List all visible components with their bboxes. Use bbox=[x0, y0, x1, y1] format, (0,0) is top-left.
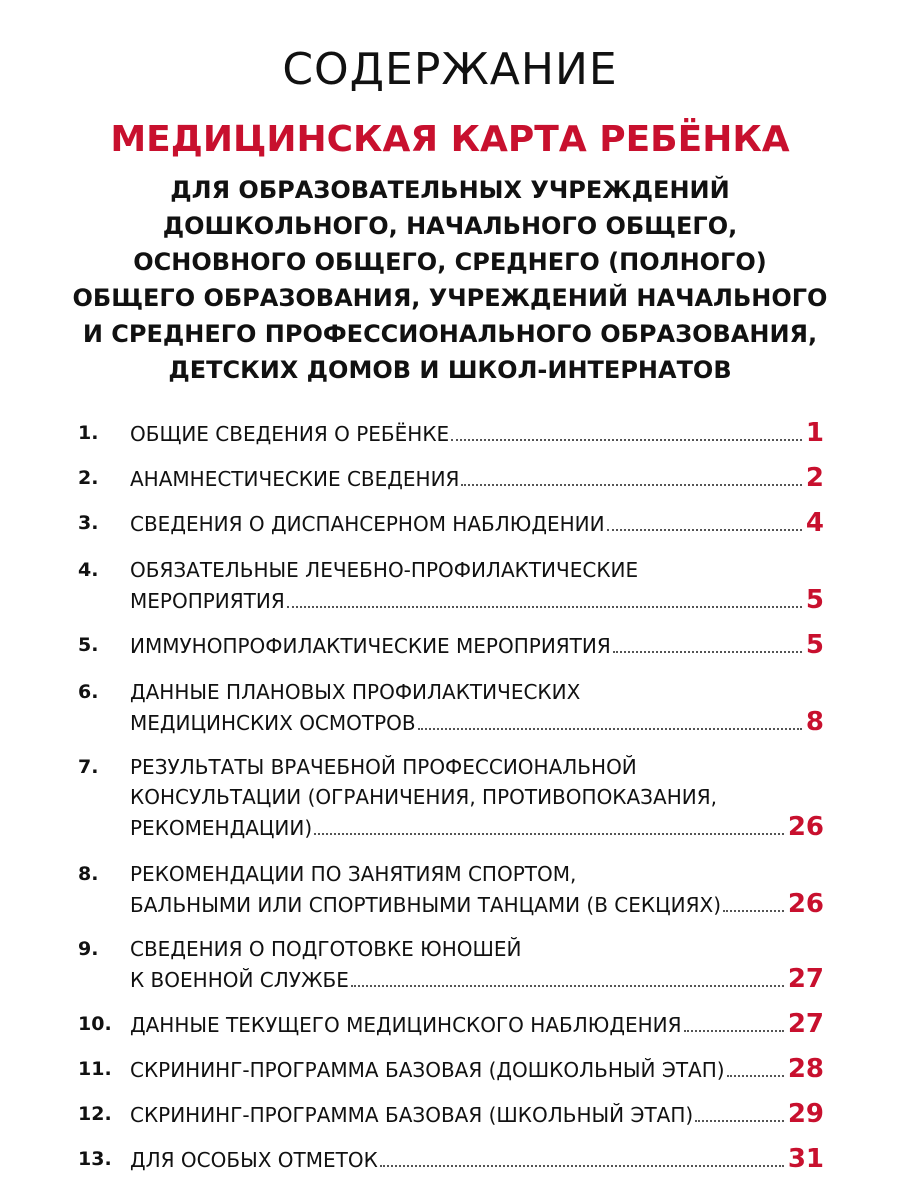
toc-page-number: 29 bbox=[787, 1099, 824, 1129]
toc-dot-leader bbox=[351, 985, 784, 987]
toc-item-body bbox=[130, 859, 824, 920]
toc-page-number: 27 bbox=[787, 1009, 824, 1039]
toc-item bbox=[78, 630, 824, 661]
toc-item bbox=[78, 1054, 824, 1085]
toc-dot-leader bbox=[461, 484, 801, 486]
toc-dot-leader bbox=[418, 728, 802, 730]
toc-item-number: 12. bbox=[78, 1103, 112, 1125]
toc-item-number: 10. bbox=[78, 1013, 112, 1035]
toc-dot-leader bbox=[314, 833, 784, 835]
toc-item-text: ОБЯЗАТЕЛЬНЫЕ ЛЕЧЕБНО-ПРОФИЛАКТИЧЕСКИЕ bbox=[130, 558, 639, 582]
toc-item bbox=[78, 934, 824, 995]
toc-item-body bbox=[130, 508, 824, 539]
toc-item bbox=[78, 418, 824, 449]
toc-page-number: 26 bbox=[787, 889, 824, 919]
toc-dot-leader bbox=[723, 910, 784, 912]
toc-item-text: АНАМНЕСТИЧЕСКИЕ СВЕДЕНИЯ bbox=[130, 467, 460, 491]
toc-item-body bbox=[130, 463, 824, 494]
toc-item-body bbox=[130, 555, 824, 616]
toc-item-last-line bbox=[130, 585, 824, 616]
toc-item-text: БАЛЬНЫМИ ИЛИ СПОРТИВНЫМИ ТАНЦАМИ (В СЕКЦИЯХ) bbox=[130, 893, 721, 917]
toc-item bbox=[78, 1144, 824, 1175]
toc-item-body bbox=[130, 1144, 824, 1175]
toc-item bbox=[78, 508, 824, 539]
toc-item-last-line bbox=[130, 889, 824, 920]
toc-dot-leader bbox=[695, 1120, 784, 1122]
toc-item-number: 6. bbox=[78, 681, 99, 703]
toc-item-text: МЕРОПРИЯТИЯ bbox=[130, 589, 285, 613]
toc-item-body bbox=[130, 1099, 824, 1130]
toc-item-last-line bbox=[130, 812, 824, 843]
toc-item-last-line bbox=[130, 463, 824, 494]
toc-item-body bbox=[130, 752, 824, 843]
toc-page-number: 5 bbox=[805, 630, 824, 660]
toc-item-last-line bbox=[130, 1054, 824, 1085]
toc-item-text: ДАННЫЕ ТЕКУЩЕГО МЕДИЦИНСКОГО НАБЛЮДЕНИЯ bbox=[130, 1013, 682, 1037]
toc-page-number: 5 bbox=[805, 585, 824, 615]
toc-item bbox=[78, 1009, 824, 1040]
toc-item-number: 5. bbox=[78, 634, 99, 656]
description-line: ДОШКОЛЬНОГО, НАЧАЛЬНОГО ОБЩЕГО, bbox=[162, 212, 738, 240]
toc-item bbox=[78, 1099, 824, 1130]
toc-item-number: 7. bbox=[78, 756, 99, 778]
toc-item-text: К ВОЕННОЙ СЛУЖБЕ bbox=[130, 968, 349, 992]
toc-item-number: 9. bbox=[78, 938, 99, 960]
toc-item-text: СВЕДЕНИЯ О ДИСПАНСЕРНОМ НАБЛЮДЕНИИ bbox=[130, 512, 605, 536]
description-line: И СРЕДНЕГО ПРОФЕССИОНАЛЬНОГО ОБРАЗОВАНИЯ, bbox=[82, 320, 818, 348]
table-of-contents bbox=[78, 418, 824, 1175]
toc-item bbox=[78, 859, 824, 920]
toc-page-number: 28 bbox=[787, 1054, 824, 1084]
toc-item-text: ДЛЯ ОСОБЫХ ОТМЕТОК bbox=[130, 1148, 378, 1172]
toc-item bbox=[78, 463, 824, 494]
toc-dot-leader bbox=[613, 651, 802, 653]
toc-page-number: 26 bbox=[787, 812, 824, 842]
toc-item-number: 8. bbox=[78, 863, 99, 885]
toc-item-last-line bbox=[130, 508, 824, 539]
toc-item-text: КОНСУЛЬТАЦИИ (ОГРАНИЧЕНИЯ, ПРОТИВОПОКАЗАНИЯ, bbox=[130, 785, 717, 809]
toc-item-body bbox=[130, 934, 824, 995]
toc-dot-leader bbox=[287, 606, 802, 608]
toc-item-number: 13. bbox=[78, 1148, 112, 1170]
toc-item-last-line bbox=[130, 1009, 824, 1040]
toc-dot-leader bbox=[380, 1165, 784, 1167]
toc-item-number: 2. bbox=[78, 467, 99, 489]
toc-item-last-line bbox=[130, 964, 824, 995]
toc-item-text: МЕДИЦИНСКИХ ОСМОТРОВ bbox=[130, 711, 416, 735]
toc-item-number: 3. bbox=[78, 512, 99, 534]
toc-item-last-line bbox=[130, 1144, 824, 1175]
toc-page-number: 31 bbox=[787, 1144, 824, 1174]
toc-page-number: 2 bbox=[805, 463, 824, 493]
toc-page-number: 27 bbox=[787, 964, 824, 994]
toc-page-number: 1 bbox=[805, 418, 824, 448]
toc-dot-leader bbox=[607, 529, 802, 531]
toc-item-last-line bbox=[130, 630, 824, 661]
toc-item-text: ОБЩИЕ СВЕДЕНИЯ О РЕБЁНКЕ bbox=[130, 422, 450, 446]
toc-item-body bbox=[130, 1054, 824, 1085]
toc-item-last-line bbox=[130, 1099, 824, 1130]
toc-item-body bbox=[130, 677, 824, 738]
toc-item-last-line bbox=[130, 418, 824, 449]
toc-item-text: РЕКОМЕНДАЦИИ) bbox=[130, 816, 313, 840]
toc-dot-leader bbox=[684, 1030, 784, 1032]
toc-item-text: РЕКОМЕНДАЦИИ ПО ЗАНЯТИЯМ СПОРТОМ, bbox=[130, 862, 577, 886]
document-subtitle: МЕДИЦИНСКАЯ КАРТА РЕБЁНКА bbox=[110, 119, 790, 160]
toc-item-text: РЕЗУЛЬТАТЫ ВРАЧЕБНОЙ ПРОФЕССИОНАЛЬНОЙ bbox=[130, 755, 637, 779]
toc-item-text: СВЕДЕНИЯ О ПОДГОТОВКЕ ЮНОШЕЙ bbox=[130, 937, 522, 961]
toc-item-last-line bbox=[130, 707, 824, 738]
toc-item-body bbox=[130, 418, 824, 449]
toc-item-body bbox=[130, 1009, 824, 1040]
description-line: ОСНОВНОГО ОБЩЕГО, СРЕДНЕГО (ПОЛНОГО) bbox=[133, 248, 767, 276]
document-description bbox=[60, 172, 840, 388]
toc-item-number: 11. bbox=[78, 1058, 112, 1080]
page-title: СОДЕРЖАНИЕ bbox=[282, 44, 618, 95]
description-line: ДЕТСКИХ ДОМОВ И ШКОЛ-ИНТЕРНАТОВ bbox=[168, 356, 732, 384]
toc-page-number: 8 bbox=[805, 707, 824, 737]
toc-item bbox=[78, 677, 824, 738]
toc-item-text: СКРИНИНГ-ПРОГРАММА БАЗОВАЯ (ШКОЛЬНЫЙ ЭТАП) bbox=[130, 1103, 694, 1127]
toc-item-number: 1. bbox=[78, 422, 99, 444]
toc-item-text: ДАННЫЕ ПЛАНОВЫХ ПРОФИЛАКТИЧЕСКИХ bbox=[130, 680, 581, 704]
description-line: ОБЩЕГО ОБРАЗОВАНИЯ, УЧРЕЖДЕНИЙ НАЧАЛЬНОГО bbox=[72, 284, 828, 312]
toc-item-number: 4. bbox=[78, 559, 99, 581]
description-line: ДЛЯ ОБРАЗОВАТЕЛЬНЫХ УЧРЕЖДЕНИЙ bbox=[170, 176, 730, 204]
toc-page-number: 4 bbox=[805, 508, 824, 538]
toc-item bbox=[78, 752, 824, 843]
toc-item-text: СКРИНИНГ-ПРОГРАММА БАЗОВАЯ (ДОШКОЛЬНЫЙ ЭТАП) bbox=[130, 1058, 725, 1082]
toc-item-text: ИММУНОПРОФИЛАКТИЧЕСКИЕ МЕРОПРИЯТИЯ bbox=[130, 634, 611, 658]
toc-item bbox=[78, 555, 824, 616]
toc-item-body bbox=[130, 630, 824, 661]
toc-dot-leader bbox=[451, 439, 802, 441]
toc-dot-leader bbox=[727, 1075, 784, 1077]
